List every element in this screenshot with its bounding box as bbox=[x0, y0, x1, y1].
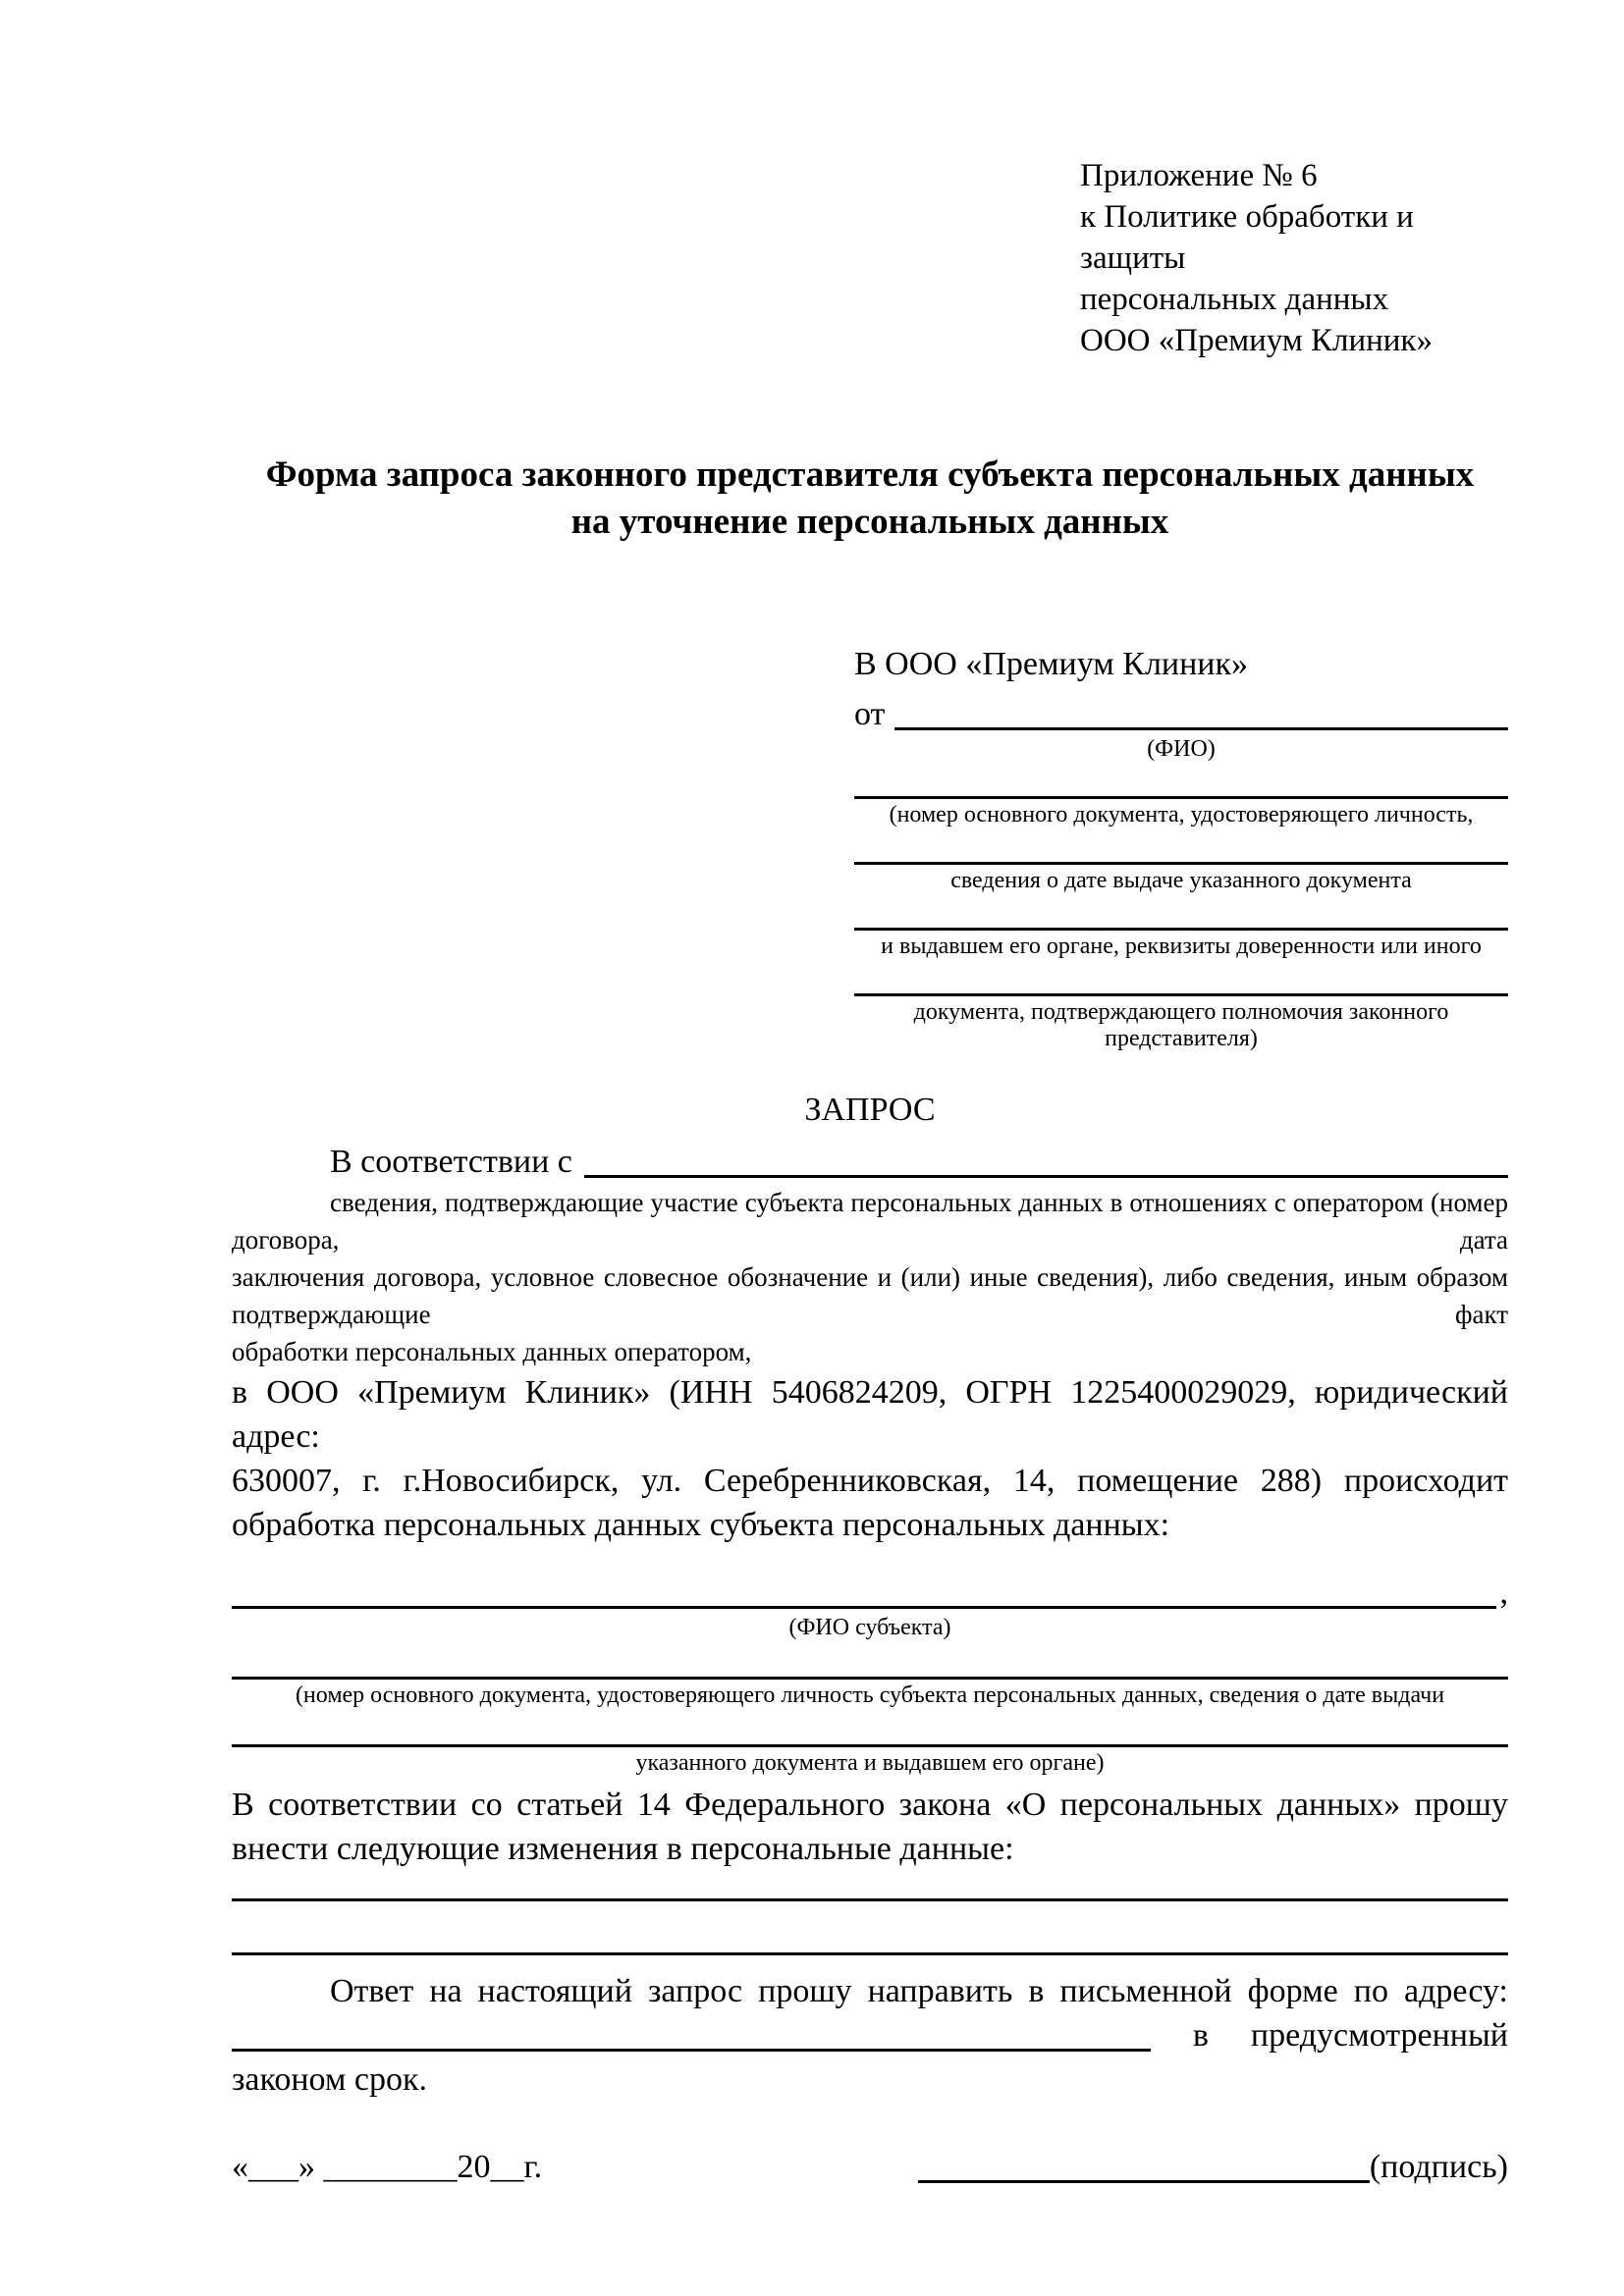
paragraph-line: 630007, г. г.Новосибирск, ул. Серебренниковская, 14, помещение 288) происходит bbox=[232, 1463, 1508, 1499]
field-caption: и выдавшем его органе, реквизиты доверенности или иного bbox=[881, 934, 1482, 959]
basis-label: В соответствии с bbox=[330, 1144, 572, 1180]
appendix-block bbox=[1080, 155, 1508, 361]
footnote-line: заключения договора, условное словесное обозначение и (или) иные сведения), либо сведения, иным образом подтверждающие факт bbox=[232, 1262, 1508, 1329]
blank-line bbox=[232, 1744, 1508, 1747]
subject-doc-field bbox=[232, 1677, 1508, 1709]
comma-suffix: , bbox=[1499, 1575, 1508, 1611]
document-title-line: Форма запроса законного представителя субъекта персональных данных bbox=[265, 454, 1475, 495]
blank-line bbox=[854, 796, 1508, 799]
reply-address-blank-line bbox=[232, 2049, 1151, 2052]
blank-line bbox=[232, 1677, 1508, 1680]
request-heading: ЗАПРОС bbox=[804, 1092, 936, 1128]
field-caption: документа, подтверждающего полномочия законного представителя) bbox=[913, 999, 1449, 1051]
document-title-line: на уточнение персональных данных bbox=[570, 502, 1169, 542]
paragraph-line: Ответ на настоящий запрос прошу направить в письменной форме по адресу: bbox=[330, 1973, 1508, 2009]
paragraph-line: В соответствии со статьей 14 Федерального закона «О персональных данных» прошу bbox=[232, 1787, 1508, 1823]
signature-blank-line bbox=[918, 2180, 1370, 2183]
paragraph-line: в ООО «Премиум Клиник» (ИНН 5406824209, ОГРН 1225400029029, юридический адрес: bbox=[232, 1374, 1508, 1455]
field-caption: сведения о дате выдаче указанного документа bbox=[950, 868, 1412, 893]
field-caption: (номер основного документа, удостоверяющего личность, bbox=[889, 802, 1474, 828]
law-paragraph bbox=[232, 1783, 1508, 1871]
from-field bbox=[854, 692, 1508, 736]
blank-line bbox=[854, 862, 1508, 865]
basis-field bbox=[330, 1140, 1508, 1184]
date-field: «___» ________20__г. bbox=[232, 2149, 543, 2185]
paragraph-line: внести следующие изменения в персональные данные: bbox=[232, 1831, 1014, 1867]
reply-address-field bbox=[232, 2013, 1508, 2057]
representative-fio-blank-line bbox=[894, 727, 1508, 730]
basis-footnote bbox=[232, 1184, 1508, 1370]
paragraph-word: предусмотренный bbox=[1250, 2017, 1508, 2054]
blank-line bbox=[854, 993, 1508, 996]
changes-blank-line-1 bbox=[232, 1898, 1508, 1901]
appendix-line: к Политике обработки и защиты bbox=[1080, 199, 1414, 276]
representative-doc-issuer-field bbox=[854, 928, 1508, 960]
representative-doc-date-field bbox=[854, 862, 1508, 894]
reply-paragraph bbox=[232, 1969, 1508, 2102]
subject-fio-blank-line bbox=[232, 1606, 1496, 1609]
blank-line bbox=[854, 928, 1508, 931]
changes-blank-line-2 bbox=[232, 1952, 1508, 1955]
paragraph-line: обработка персональных данных субъекта персональных данных: bbox=[232, 1507, 1170, 1543]
paragraph-word: в bbox=[1192, 2017, 1209, 2054]
paragraph-line: законом срок. bbox=[232, 2061, 427, 2098]
document-title bbox=[232, 452, 1508, 546]
footnote-line: обработки персональных данных оператором, bbox=[232, 1337, 752, 1366]
representative-authority-field bbox=[854, 993, 1508, 1052]
appendix-line: персональных данных bbox=[1080, 282, 1389, 317]
subject-fio-caption: (ФИО субъекта) bbox=[788, 1615, 951, 1640]
field-caption: (номер основного документа, удостоверяющего личность субъекта персональных данных, сведения о дате выдачи bbox=[295, 1682, 1445, 1708]
addressee-block bbox=[854, 642, 1508, 1052]
representative-doc-field bbox=[854, 796, 1508, 828]
appendix-line: Приложение № 6 bbox=[1080, 158, 1318, 193]
signature-caption: (подпись) bbox=[1369, 2149, 1508, 2185]
appendix-line: ООО «Премиум Клиник» bbox=[1080, 323, 1433, 358]
subject-doc-issuer-field bbox=[232, 1744, 1508, 1777]
footnote-line: сведения, подтверждающие участие субъекта персональных данных в отношениях с оператором (номер договора, дата bbox=[232, 1188, 1508, 1255]
subject-fio-field bbox=[232, 1571, 1508, 1615]
signature-row bbox=[232, 2145, 1508, 2189]
field-caption: указанного документа и выдавшем его органе) bbox=[635, 1750, 1105, 1776]
addressee-org: В ООО «Премиум Клиник» bbox=[854, 646, 1249, 682]
from-label: от bbox=[854, 696, 886, 732]
operator-paragraph bbox=[232, 1370, 1508, 1547]
basis-blank-line bbox=[584, 1175, 1508, 1178]
signature-field bbox=[918, 2145, 1508, 2189]
representative-fio-caption: (ФИО) bbox=[1147, 736, 1216, 762]
